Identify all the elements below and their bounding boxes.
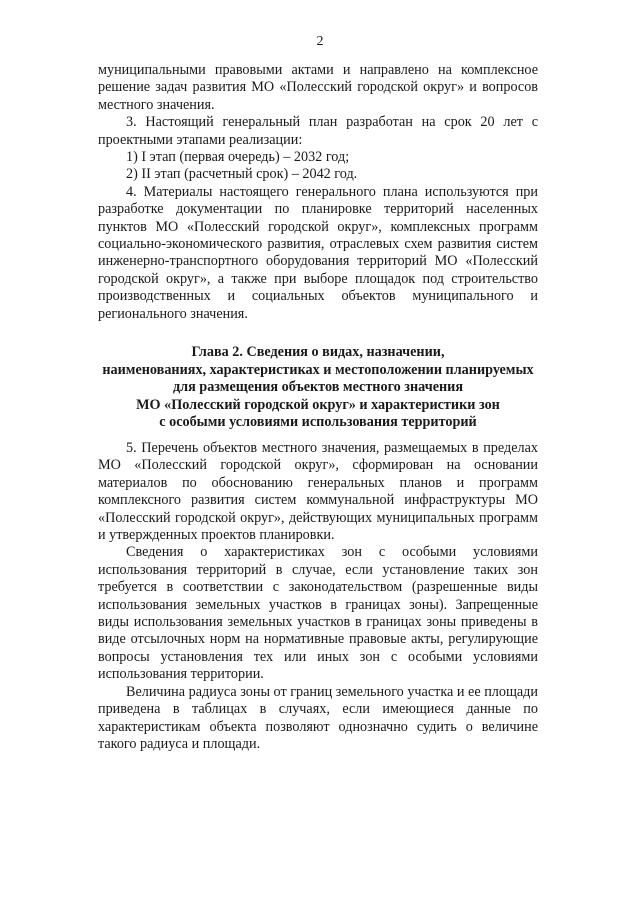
chapter-heading [98, 344, 538, 432]
body-section-1 [98, 62, 538, 323]
paragraph-4: 4. Материалы настоящего генерального плана используются при разработке документации по планировке территорий населенных пунктов МО «Полесский городской округ», комплексных программ социально-экономического развития, отраслевых схем развития систем инженерно-транспортного оборудования территорий МО «Полесский городской округ», а также при выборе площадок под строительство производственных и социальных объектов муниципального и регионального значения. [98, 183, 538, 322]
paragraph-5: 5. Перечень объектов местного значения, размещаемых в пределах МО «Полесский городской округ», сформирован на основании материалов по обоснованию генеральных планов и программ комплексного развития систем коммунальной инфраструктуры МО «Полесский городской округ», действующих муниципальных программ и утвержденных проектов планировки. [98, 440, 538, 544]
body-section-2 [98, 440, 538, 753]
heading-line-5: с особыми условиями использования территорий [159, 414, 477, 431]
heading-line-2: наименованиях, характеристиках и местоположении планируемых [102, 361, 534, 378]
paragraph-3: 3. Настоящий генеральный план разработан на срок 20 лет с проектными этапами реализации: [98, 114, 538, 148]
stage-2: 2) II этап (расчетный срок) – 2042 год. [126, 166, 358, 183]
paragraph-6: Сведения о характеристиках зон с особыми условиями использования территорий в случае, если установление таких зон требуется в соответствии с законодательством (разрешенные виды использования земельных участков в границах зоны). Запрещенные виды использования земельных участков в границах зоны приведены в виде отсылочных норм на нормативные правовые акты, регулирующие вопросы установления тех или иных зон с особыми условиями использования территории. [98, 544, 538, 683]
top-paragraph: муниципальными правовыми актами и направлено на комплексное решение задач развития МО «Полесский городской округ» и вопросов местного значения. [98, 62, 538, 113]
heading-line-1: Глава 2. Сведения о видах, назначении, [191, 344, 445, 360]
stage-1: 1) I этап (первая очередь) – 2032 год; [126, 149, 350, 166]
heading-line-3: для размещения объектов местного значения [172, 379, 464, 396]
page-number: 2 [316, 34, 324, 49]
heading-line-4: МО «Полесский городской округ» и характеристики зон [136, 396, 500, 413]
paragraph-7: Величина радиуса зоны от границ земельного участка и ее площади приведена в таблицах в случаях, если имеющиеся данные по характеристикам объекта позволяют однозначно судить о величине такого радиуса и площади. [98, 683, 538, 752]
